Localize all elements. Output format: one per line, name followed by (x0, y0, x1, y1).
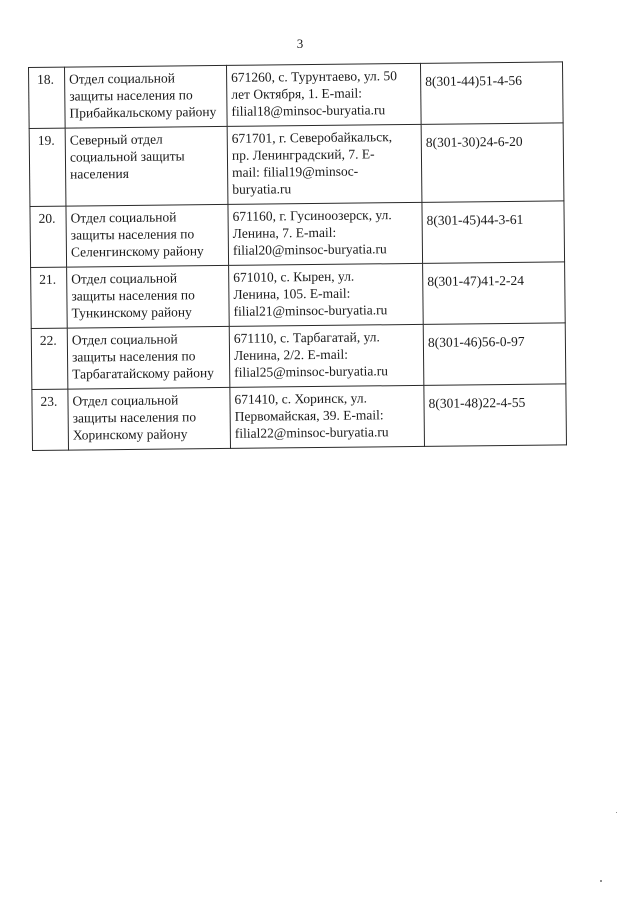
address-line: Первомайская, 39. E-mail: (234, 407, 384, 424)
row-number: 21. (31, 267, 68, 328)
table-row (31, 323, 566, 390)
table-row (30, 201, 565, 268)
email-line: filial18@minsoc-buryatia.ru (231, 102, 386, 119)
office-name: Отдел социальной защиты населения по Селенгинскому району (66, 204, 229, 267)
address-line: 671260, с. Турунтаево, ул. 50 (231, 68, 398, 85)
office-address (229, 324, 424, 387)
office-phone: 8(301-47)41-2-24 (423, 262, 566, 324)
row-number: 22. (31, 328, 68, 389)
row-number: 19. (29, 128, 66, 206)
office-phone: 8(301-46)56-0-97 (423, 323, 566, 385)
email-line: mail: filial19@minsoc- (232, 163, 359, 180)
office-name: Отдел социальной защиты населения по Тарбагатайскому району (67, 326, 230, 389)
table-row (29, 123, 564, 207)
address-line: лет Октября, 1. E-mail: (231, 85, 363, 102)
email-line: buryatia.ru (232, 181, 292, 197)
offices-table-wrapper (28, 61, 567, 451)
address-line: 671410, с. Хоринск, ул. (234, 390, 367, 407)
address-line: Ленина, 2/2. E-mail: (233, 346, 349, 363)
office-phone: 8(301-48)22-4-55 (424, 384, 567, 446)
email-line: filial25@minsoc-buryatia.ru (234, 363, 389, 380)
office-address (230, 385, 425, 448)
office-phone: 8(301-44)51-4-56 (420, 62, 563, 124)
address-line: 671010, с. Кырен, ул. (233, 268, 355, 285)
office-address (229, 263, 424, 326)
email-line: filial20@minsoc-buryatia.ru (232, 241, 387, 258)
office-address (227, 124, 422, 204)
office-name: Отдел социальной защиты населения по Тункинскому району (67, 265, 230, 328)
row-number: 20. (30, 206, 67, 267)
office-name: Северный отдел социальной защиты населения (65, 126, 228, 206)
address-line: Ленина, 105. E-mail: (233, 285, 351, 302)
table-row (32, 384, 567, 451)
offices-table (28, 61, 567, 451)
address-line: 671110, с. Тарбагатай, ул. (233, 329, 380, 346)
office-phone: 8(301-30)24-6-20 (421, 123, 564, 202)
office-name: Отдел социальной защиты населения по Прибайкальскому району (65, 65, 228, 128)
email-line: filial21@minsoc-buryatia.ru (233, 302, 388, 319)
office-address (226, 63, 421, 126)
row-number: 18. (29, 67, 66, 128)
address-line: Ленина, 7. E-mail: (232, 224, 337, 241)
row-number: 23. (32, 389, 69, 450)
scan-speck (600, 880, 602, 882)
email-line: filial22@minsoc-buryatia.ru (234, 424, 389, 441)
address-line: пр. Ленинградский, 7. E- (231, 146, 375, 163)
office-phone: 8(301-45)44-3-61 (422, 201, 565, 263)
address-line: 671160, г. Гусиноозерск, ул. (232, 207, 392, 224)
page-number: 3 (296, 36, 304, 51)
office-address (228, 202, 423, 265)
scan-speck (616, 812, 617, 813)
office-name: Отдел социальной защиты населения по Хоринскому району (68, 387, 231, 450)
table-row (29, 62, 564, 129)
address-line: 671701, г. Северобайкальск, (231, 129, 393, 146)
table-row (31, 262, 566, 329)
